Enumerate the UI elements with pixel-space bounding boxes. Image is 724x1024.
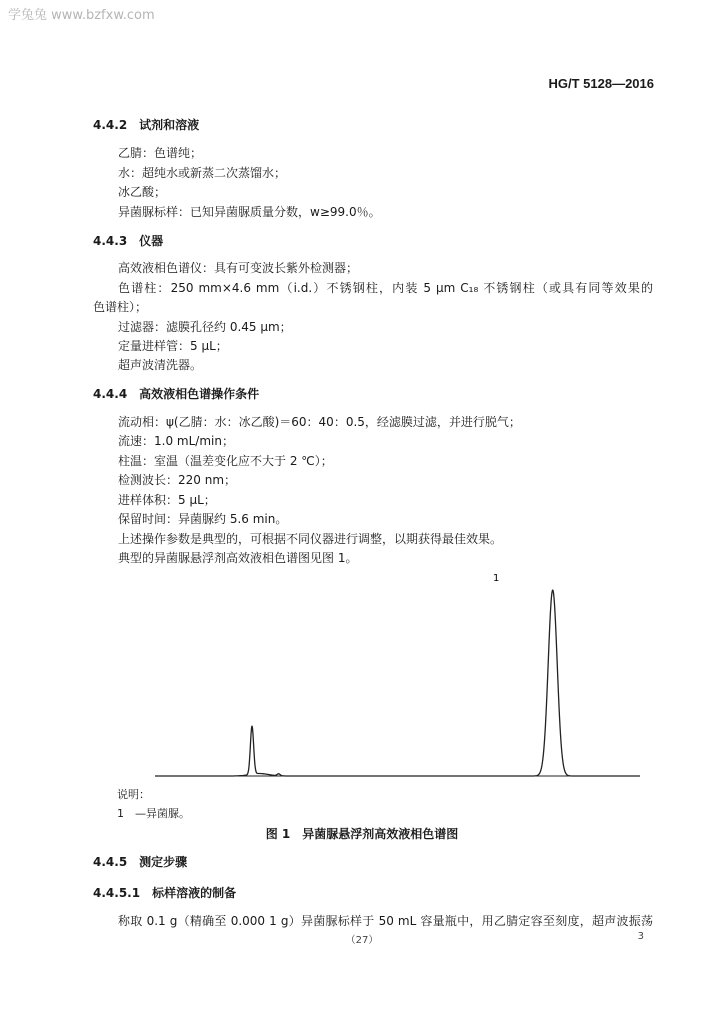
section-heading-4-4-5-1: 4.4.5.1 标样溶液的制备	[93, 886, 237, 900]
chromatogram-trace	[155, 590, 640, 776]
figure-legend-title: 说明：	[117, 788, 150, 801]
instrument-line: 超声波清洗器。	[118, 358, 203, 372]
condition-line: 流速：1.0 mL/min；	[118, 434, 234, 448]
figure-caption: 图 1 异菌脲悬浮剂高效液相色谱图	[265, 827, 459, 841]
instrument-line: 色谱柱）；	[93, 300, 148, 314]
watermark: 学兔兔 www.bzfxw.com	[8, 8, 155, 23]
condition-line: 流动相：ψ(乙腈：水：冰乙酸)＝60：40：0.5，经滤膜过滤，并进行脱气；	[118, 415, 521, 429]
section-heading-4-4-4: 4.4.4 高效液相色谱操作条件	[93, 387, 260, 401]
sheet-number: 3	[637, 931, 644, 942]
condition-line: 上述操作参数是典型的，可根据不同仪器进行调整，以期获得最佳效果。	[118, 532, 503, 546]
reagent-line: 乙腈：色谱纯；	[118, 146, 203, 160]
instrument-line: 色谱柱：250 mm×4.6 mm（i.d.）不锈钢柱，内装 5 μm C₁₈ 不锈钢柱（或具有同等效果的	[118, 281, 653, 295]
condition-line: 柱温：室温（温差变化应不大于 2 ℃）；	[118, 454, 333, 468]
instrument-line: 定量进样管：5 μL；	[118, 339, 228, 353]
reagent-line: 水：超纯水或新蒸二次蒸馏水；	[118, 166, 287, 180]
standard-code: HG/T 5128—2016	[548, 76, 654, 91]
condition-line: 检测波长：220 nm；	[118, 473, 237, 487]
reagent-line: 异菌脲标样：已知异菌脲质量分数，w≥99.0％。	[118, 205, 381, 219]
peak-label: 1	[493, 573, 500, 584]
condition-line: 保留时间：异菌脲约 5.6 min。	[118, 512, 288, 526]
section-heading-4-4-3: 4.4.3 仪器	[93, 234, 164, 248]
page-number: （27）	[345, 935, 379, 946]
instrument-line: 过滤器：滤膜孔径约 0.45 μm；	[118, 320, 292, 334]
section-heading-4-4-5: 4.4.5 测定步骤	[93, 855, 188, 869]
reagent-line: 冰乙酸；	[118, 185, 167, 199]
procedure-line: 称取 0.1 g（精确至 0.000 1 g）异菌脲标样于 50 mL 容量瓶中，用乙腈定容至刻度，超声波振荡	[118, 914, 653, 928]
condition-line: 典型的异菌脲悬浮剂高效液相色谱图见图 1。	[118, 551, 358, 565]
figure-legend-item: 1 —异菌脲。	[117, 807, 190, 820]
condition-line: 进样体积：5 μL；	[118, 493, 216, 507]
instrument-line: 高效液相色谱仪：具有可变波长紫外检测器；	[118, 261, 359, 275]
section-heading-4-4-2: 4.4.2 试剂和溶液	[93, 118, 200, 132]
